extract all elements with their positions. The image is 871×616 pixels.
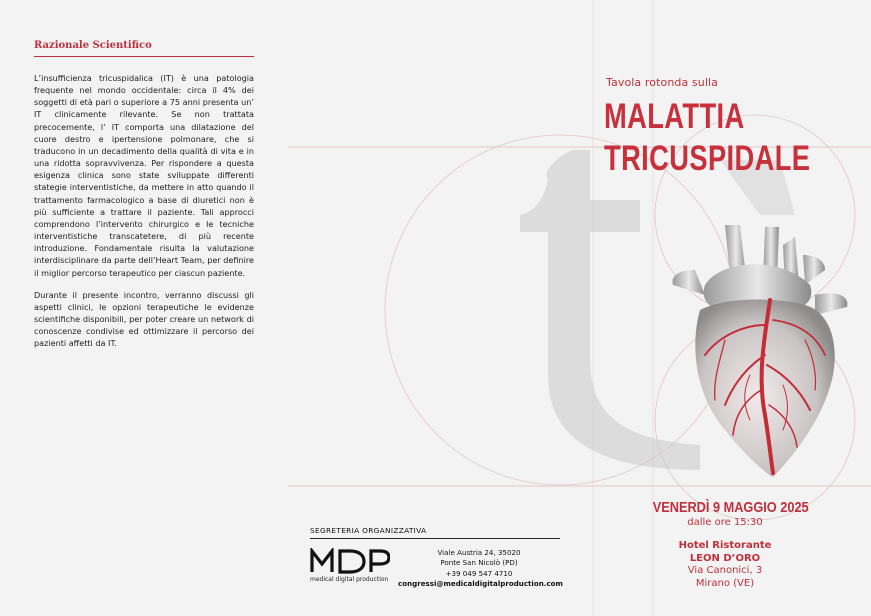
venue-line-1: Hotel Ristorante xyxy=(678,540,772,551)
cover-title-line-1: MALATTIA xyxy=(604,97,745,136)
secretariat-phone: +39 049 547 4710 xyxy=(445,568,513,578)
rationale-panel xyxy=(34,40,254,349)
rationale-paragraph-2: Durante il presente incontro, verranno discussi gli aspetti clinici, le opzioni terapeutiche le evidenze scientifiche disponibili, per poter creare un network di conoscenze condivise ed ottimizzare il percorso dei pazienti affetti da IT. xyxy=(34,289,254,349)
event-info xyxy=(640,499,810,590)
venue xyxy=(640,540,810,590)
event-time: dalle ore 15:30 xyxy=(687,517,763,528)
cover-title xyxy=(604,96,810,180)
address-line-2: Mirano (VE) xyxy=(695,577,755,589)
organizing-secretariat xyxy=(310,526,563,589)
address-line-1: Via Canonici, 3 xyxy=(687,565,763,576)
secretariat-address-1: Viale Austria 24, 35020 xyxy=(437,548,521,557)
secretariat-email: congressi@medicaldigitalproduction.com xyxy=(398,579,563,589)
mdp-logo xyxy=(310,548,402,583)
cover-kicker: Tavola rotonda sulla xyxy=(606,76,718,89)
logo-subtitle: medical digital production xyxy=(310,576,389,583)
venue-line-2: LEON D’ORO xyxy=(689,552,761,564)
secretariat-title: SEGRETERIA ORGANIZZATIVA xyxy=(310,526,560,539)
cover-title-line-2: TRICUSPIDALE xyxy=(604,139,811,178)
event-date: VENERDÌ 9 MAGGIO 2025 xyxy=(652,499,809,516)
mdp-logo-icon xyxy=(310,548,390,574)
rationale-paragraph-1: L’insufficienza tricuspidalica (IT) è una patologia frequente nel mondo occidentale: circa il 4% dei soggetti di età pari o superiore a 75 anni presenta un’ IT clinicamente rilevante. Se non trattata precocemente, l’ IT comporta una dilatazione del cuore destro e ipertensione polmonare, che si traducono in un decadimento della qualità di vita e in una ridotta sopravvivenza. Per rispondere a questa esigenza clinica sono state sviluppate differenti stategie interventistiche, da mettere in atto quando il trattamento farmacologico a base di diuretici non è più sufficiente a trattare il paziente. Tali approcci comprendono l’intervento chirurgico e le tecniche interventistiche transcatetere, di più recente introduzione. Fondamentale risulta la valutazione interdisciplinare da parte dell’Heart Team, per definire il miglior percorso terapeutico per ciascun paziente. xyxy=(34,73,254,278)
section-title: Razionale Scientifico xyxy=(34,40,254,57)
secretariat-contacts xyxy=(398,548,563,590)
secretariat-address-2: Ponte San Nicolò (PD) xyxy=(440,558,518,568)
heart-illustration-icon xyxy=(665,215,855,485)
